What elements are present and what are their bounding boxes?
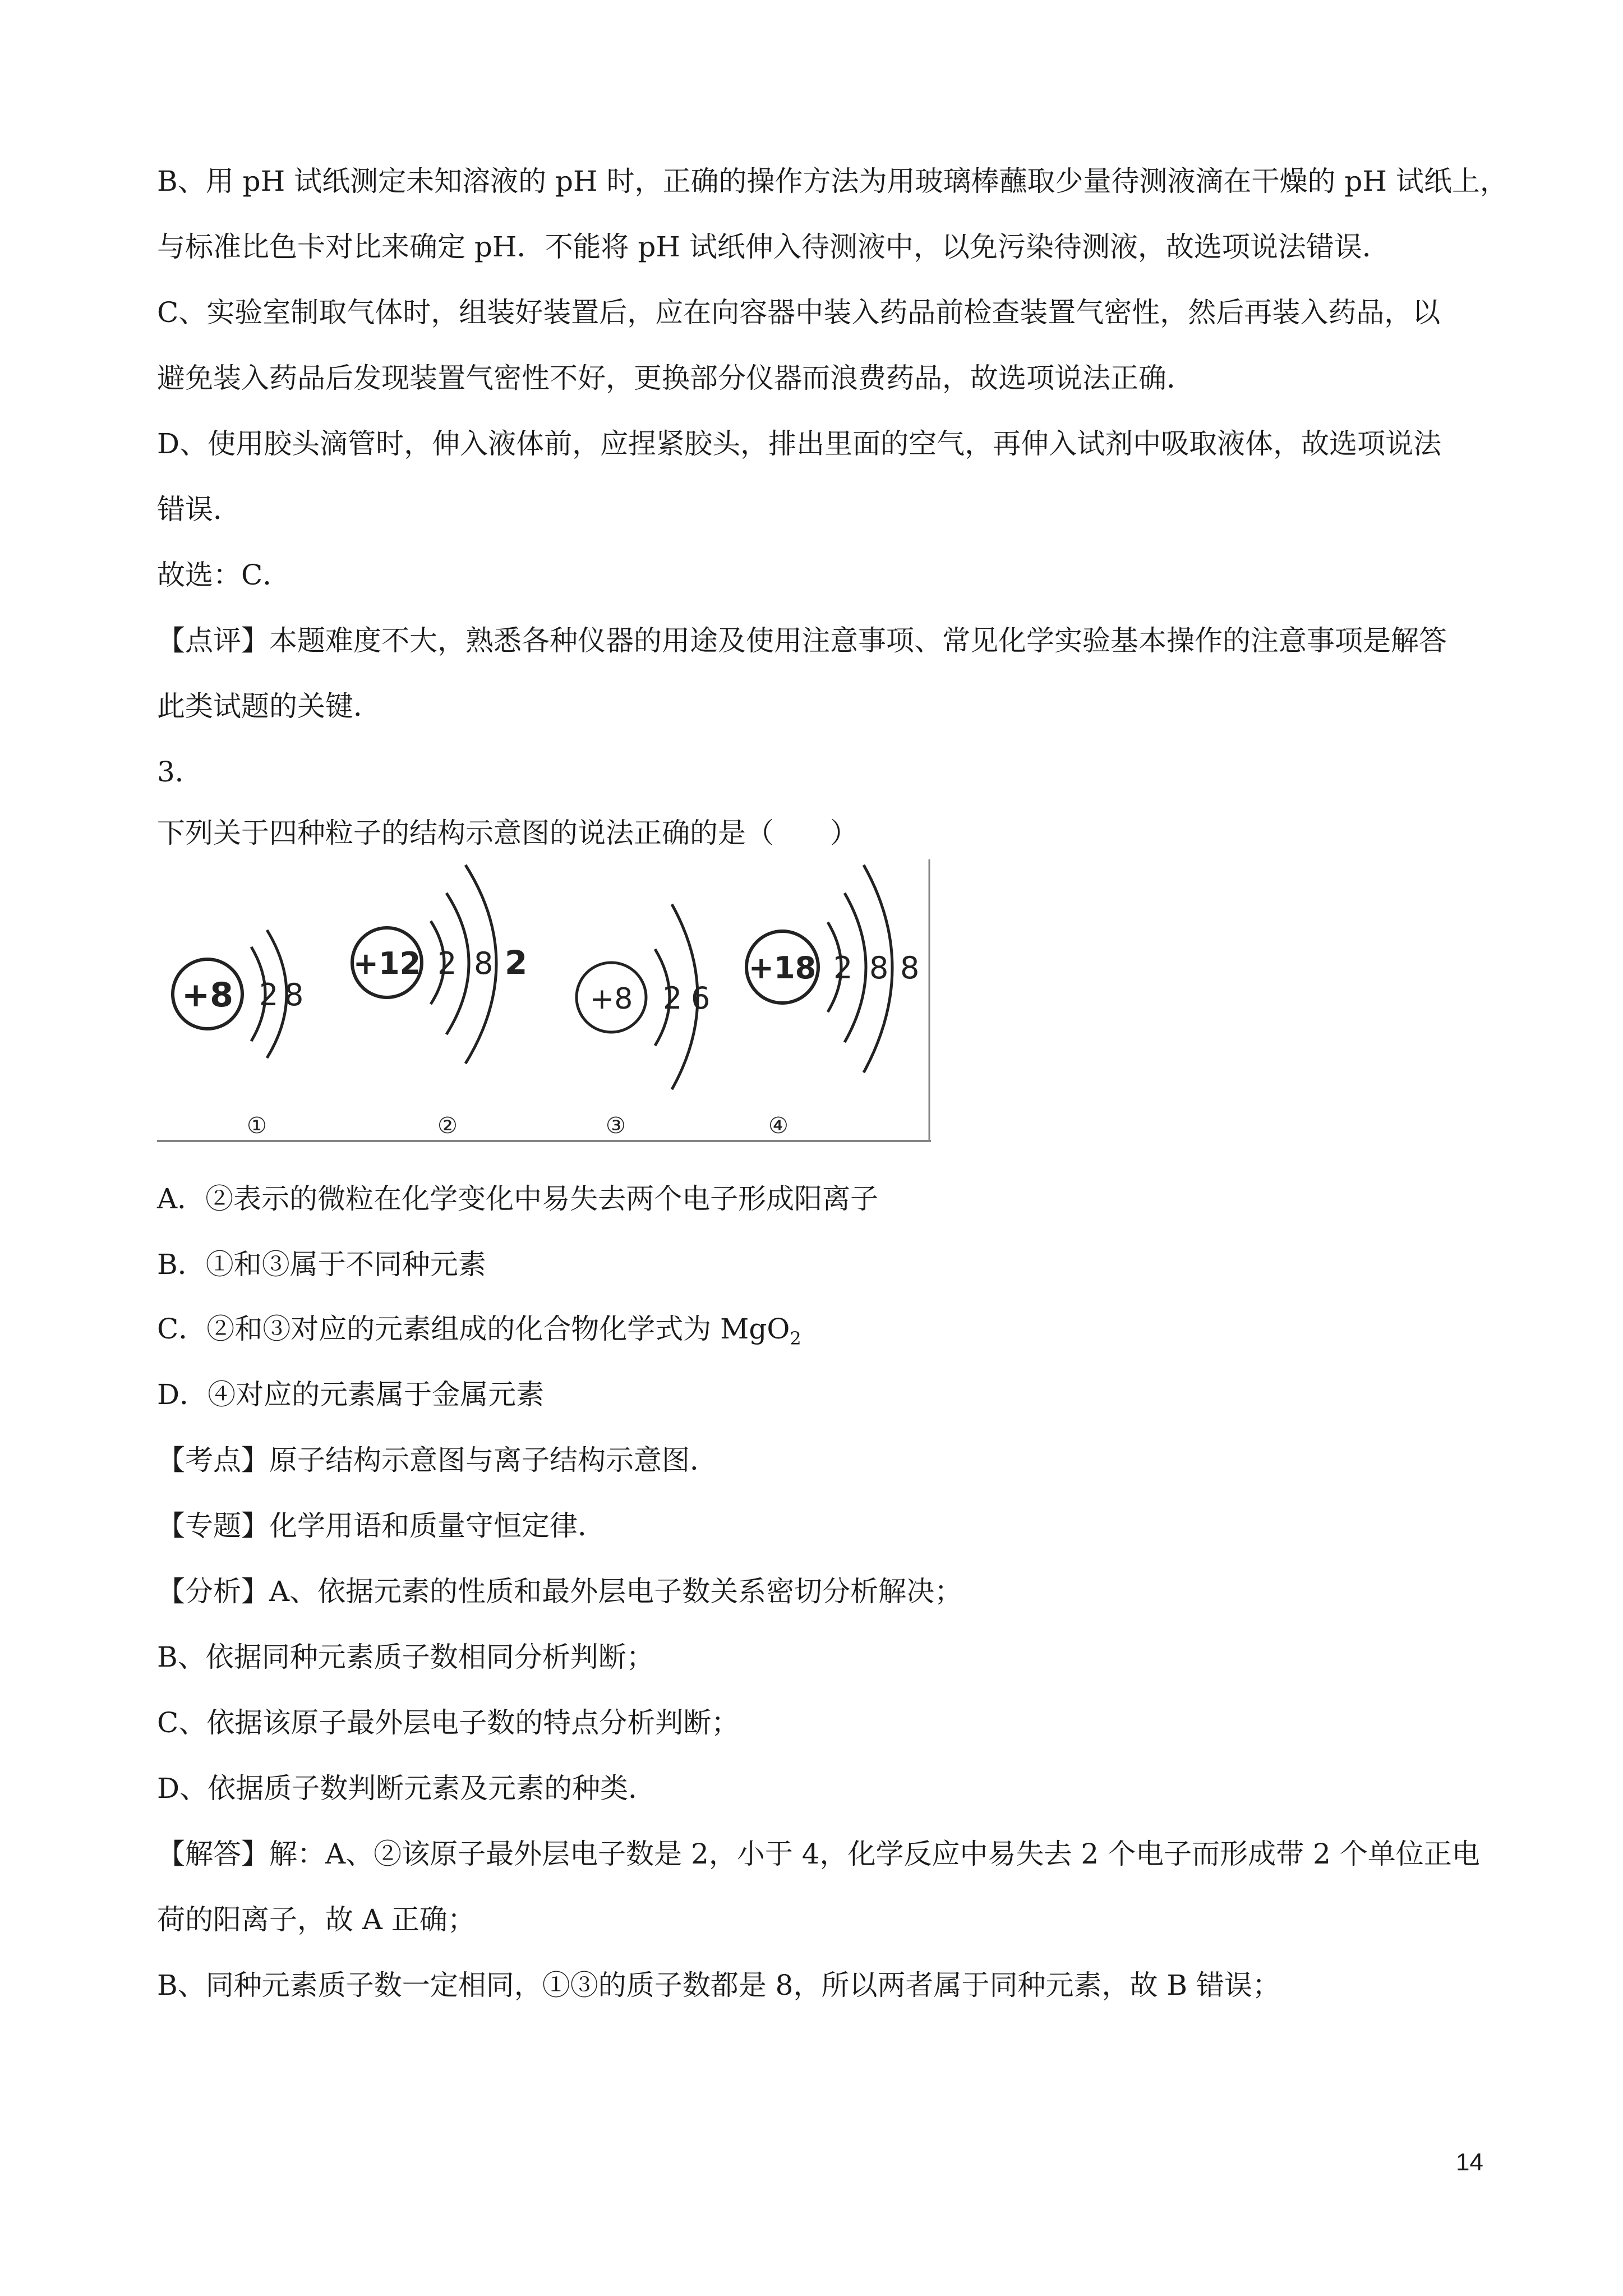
- shell-electrons: 2: [663, 981, 683, 1016]
- shell-electrons: 2: [259, 977, 279, 1013]
- shell-electrons: 8: [900, 950, 920, 986]
- page-number: 14: [1456, 2148, 1483, 2176]
- shell-electrons: 8: [869, 950, 889, 986]
- option-a: A．②表示的微粒在化学变化中易失去两个电子形成阳离子: [157, 1182, 879, 1215]
- option-c-text: C．②和③对应的元素组成的化合物化学式为 MgO: [157, 1313, 790, 1345]
- particle-2: [352, 865, 527, 1139]
- text-line: D、依据质子数判断元素及元素的种类．: [157, 1772, 657, 1805]
- particle-1: [173, 930, 303, 1139]
- zhuanti-line: 【专题】化学用语和质量守恒定律．: [157, 1510, 606, 1542]
- particle-3: [577, 904, 710, 1139]
- text-line: 此类试题的关键．: [157, 690, 381, 723]
- text-line: 故选：C．: [157, 559, 291, 591]
- text-line: 避免装入药品后发现装置气密性不好，更换部分仪器而浪费药品，故选项说法正确．: [157, 362, 1195, 394]
- shell-electrons: 2: [833, 950, 853, 986]
- text-line: 荷的阳离子，故 A 正确；: [157, 1903, 476, 1936]
- comment-line: 【点评】本题难度不大，熟悉各种仪器的用途及使用注意事项、常见化学实验基本操作的注意事项是解答: [157, 624, 1447, 657]
- nucleus-charge: +8: [181, 976, 234, 1015]
- nucleus-charge: +8: [589, 982, 633, 1016]
- option-d: D．④对应的元素属于金属元素: [157, 1378, 545, 1411]
- jieda-line: 【解答】解：A、②该原子最外层电子数是 2，小于 4，化学反应中易失去 2 个电子而形成带 2 个单位正电: [157, 1838, 1480, 1870]
- text-line: B、依据同种元素质子数相同分析判断；: [157, 1641, 654, 1673]
- option-b: B．①和③属于不同种元素: [157, 1248, 486, 1281]
- text-line: C、依据该原子最外层电子数的特点分析判断；: [157, 1706, 740, 1739]
- shell-electrons: 2: [505, 944, 528, 982]
- text-line: C、实验室制取气体时，组装好装置后，应在向容器中装入药品前检查装置气密性，然后再装入药品，以: [157, 296, 1441, 329]
- nucleus-charge: +12: [353, 946, 421, 981]
- option-c: [157, 1312, 801, 1349]
- text-line: D、使用胶头滴管时，伸入液体前，应捏紧胶头，排出里面的空气，再伸入试剂中吸取液体，故选项说法: [157, 427, 1442, 460]
- question-stem: 下列关于四种粒子的结构示意图的说法正确的是（ ）: [157, 817, 858, 849]
- fenxi-line: 【分析】A、依据元素的性质和最外层电子数关系密切分析解决；: [157, 1575, 963, 1608]
- nucleus-charge: +18: [748, 950, 817, 986]
- kaodian-line: 【考点】原子结构示意图与离子结构示意图．: [157, 1444, 718, 1476]
- particle-label: ④: [768, 1113, 789, 1139]
- particle-label: ①: [247, 1113, 267, 1139]
- text-line: B、同种元素质子数一定相同，①③的质子数都是 8，所以两者属于同种元素，故 B 错误；: [157, 1969, 1280, 2001]
- subscript: 2: [790, 1328, 801, 1349]
- text-line: 与标准比色卡对比来确定 pH．不能将 pH 试纸伸入待测液中，以免污染待测液，故选项说法错误．: [157, 231, 1390, 263]
- question-number: 3．: [157, 756, 203, 788]
- text-line: 错误．: [157, 493, 241, 526]
- shell-electrons: 8: [474, 946, 494, 981]
- particle-structure-diagram: [157, 859, 931, 1144]
- particle-4: [746, 865, 919, 1139]
- particle-label: ②: [437, 1113, 458, 1139]
- shell-electrons: 2: [437, 946, 457, 981]
- particle-label: ③: [606, 1113, 626, 1139]
- shell-electrons: 8: [284, 977, 304, 1013]
- text-line: B、用 pH 试纸测定未知溶液的 pH 时，正确的操作方法为用玻璃棒蘸取少量待测液滴在干燥的 pH 试纸上，: [157, 165, 1508, 197]
- shell-electrons: 6: [691, 981, 711, 1016]
